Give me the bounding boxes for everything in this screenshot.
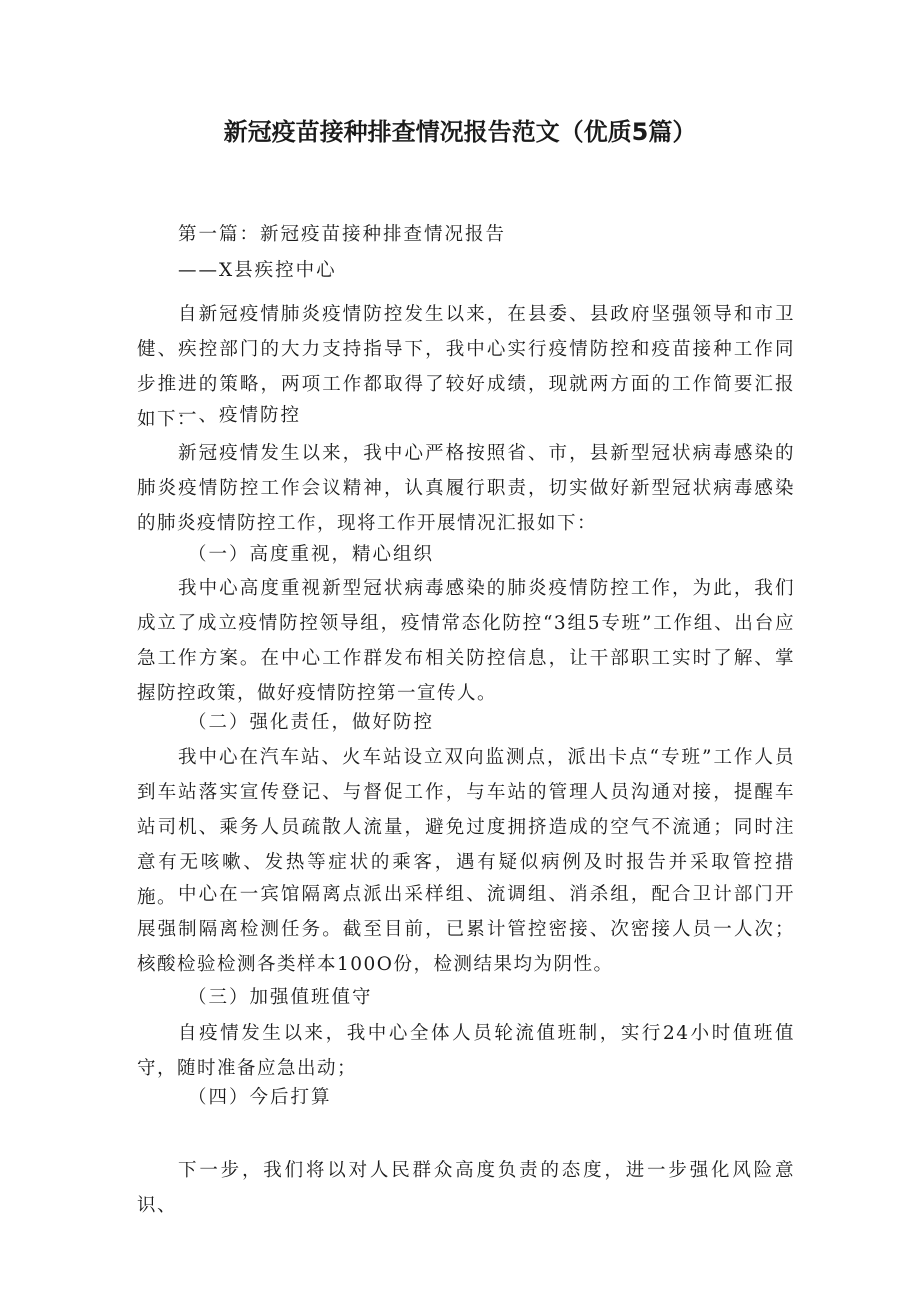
- author-line: ——X县疾控中心: [178, 260, 337, 281]
- subsection-heading-2: （二）强化责任，做好防控: [188, 712, 435, 733]
- intro-paragraph: 自新冠疫情肺炎疫情防控发生以来，在县委、县政府坚强领导和市卫健、疾控部门的大力支持指导下，我中心实行疫情防控和疫苗接种工作同步推进的策略，两项工作都取得了较好成绩，现就两方面的工作简要汇报如下：: [137, 304, 795, 430]
- subsection-heading-4: （四）今后打算: [188, 1087, 332, 1108]
- next-step-paragraph: 下一步，我们将以对人民群众高度负责的态度，进一步强化风险意识、: [137, 1160, 795, 1216]
- document-title: 新冠疫苗接种排查情况报告范文（优质5篇）: [223, 118, 697, 146]
- subsection3-paragraph: 自疫情发生以来，我中心全体人员轮流值班制，实行24小时值班值守，随时准备应急出动；: [137, 1023, 795, 1079]
- subsection1-paragraph: 我中心高度重视新型冠状病毒感染的肺炎疫情防控工作，为此，我们成立了成立疫情防控领导组，疫情常态化防控“3组5专班”工作组、出台应急工作方案。在中心工作群发布相关防控信息，让干部职工实时了解、掌握防控政策，做好疫情防控第一宣传人。: [137, 578, 795, 704]
- subsection-heading-1: （一）高度重视，精心组织: [188, 544, 435, 565]
- subsection2-paragraph-1: 我中心在汽车站、火车站设立双向监测点，派出卡点“专班”工作人员到车站落实宣传登记、与督促工作，与车站的管理人员沟通对接，提醒车站司机、乘务人员疏散人流量，避免过度拥挤造成的空气不流通；同时注意有无咳嗽、发热等症状的乘客，遇有疑似病例及时报告并采取管控措施。: [137, 747, 795, 908]
- subsection2-paragraph-2: 中心在一宾馆隔离点派出采样组、流调组、消杀组，配合卫计部门开展强制隔离检测任务。截至目前，已累计管控密接、次密接人员一人次；核酸检验检测各类样本100O份，检测结果均为阴性。: [137, 884, 795, 975]
- subsection-heading-3: （三）加强值班值守: [188, 987, 373, 1008]
- section-heading-epidemic-control: 一、疫情防控: [178, 405, 302, 426]
- chapter-heading: 第一篇：新冠疫苗接种排查情况报告: [178, 224, 507, 245]
- section1-paragraph: 新冠疫情发生以来，我中心严格按照省、市，县新型冠状病毒感染的肺炎疫情防控工作会议精神，认真履行职责，切实做好新型冠状病毒感染的肺炎疫情防控工作，现将工作开展情况汇报如下：: [137, 443, 795, 534]
